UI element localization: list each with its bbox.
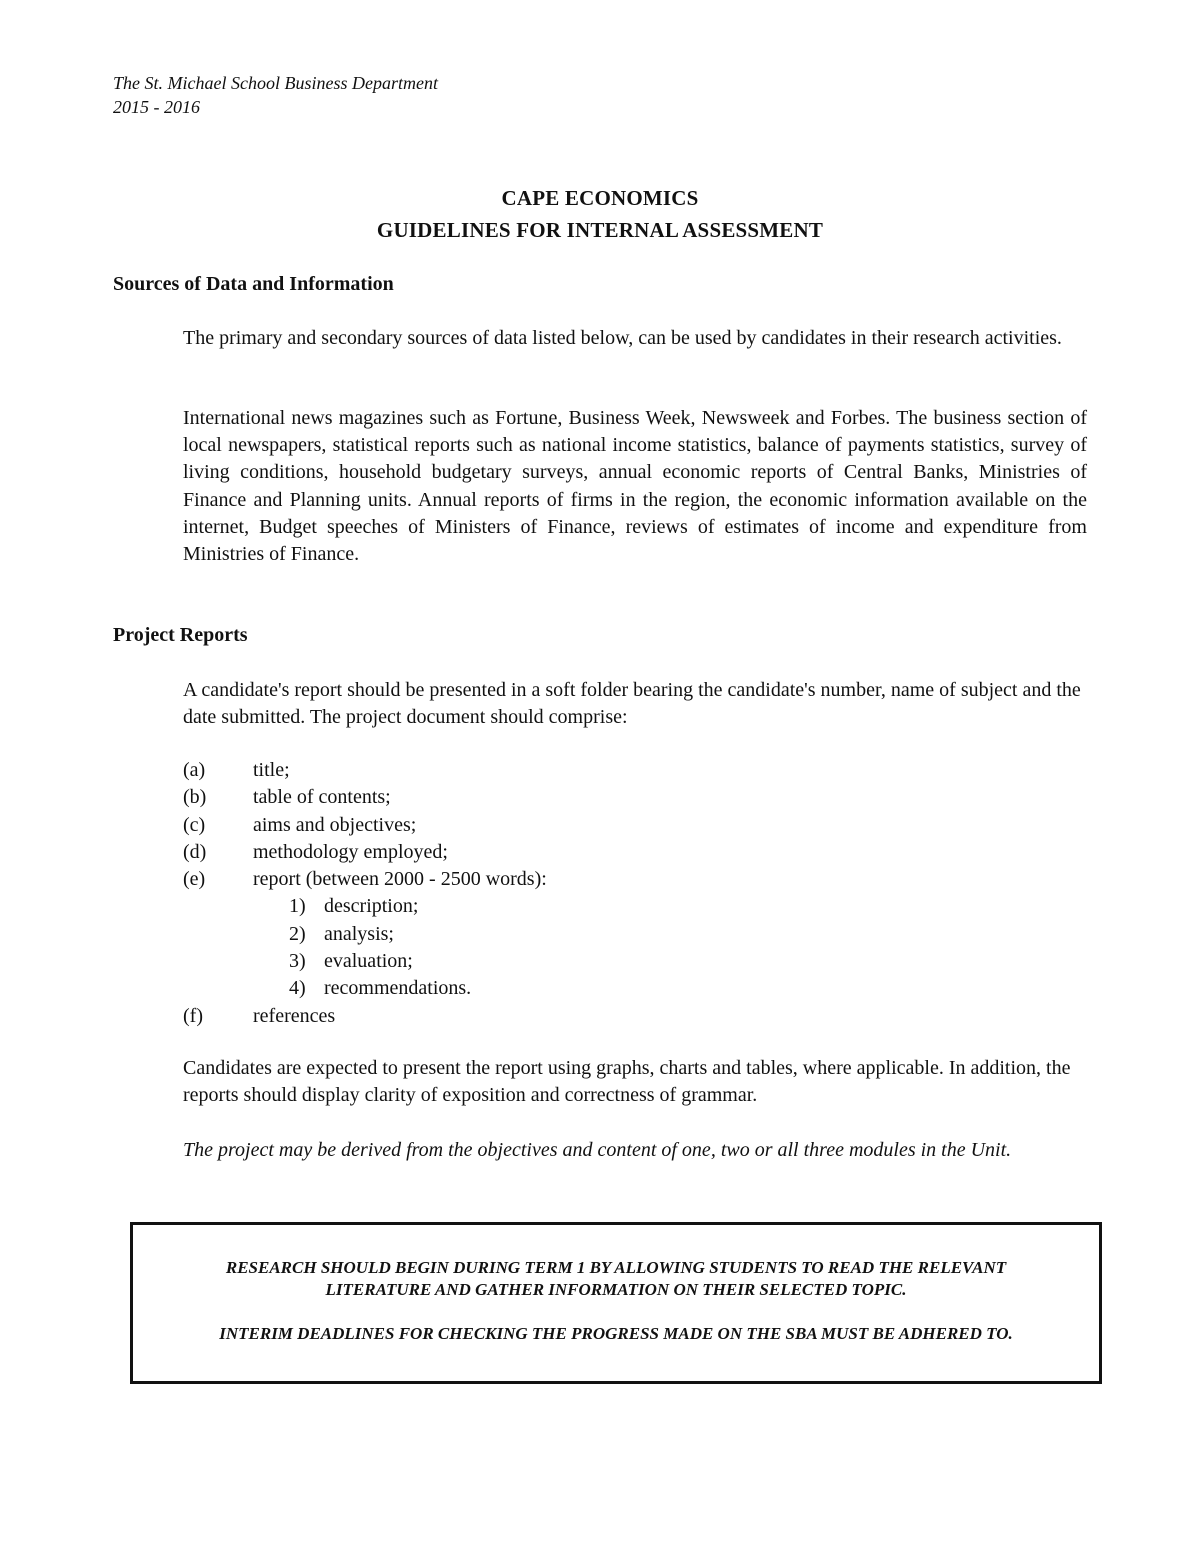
sources-intro: The primary and secondary sources of data listed below, can be used by candidates in their research activities.: [183, 327, 1062, 349]
notice-line-2: LITERATURE AND GATHER INFORMATION ON THEIR SELECTED TOPIC.: [325, 1280, 907, 1299]
list-marker: (d): [183, 840, 207, 863]
project-intro: A candidate's report should be presented in a soft folder bearing the candidate's number, name of subject and the date submitted. The project document should comprise:: [183, 679, 1081, 729]
sources-heading: Sources of Data and Information: [113, 273, 394, 295]
sub-list-text: analysis;: [324, 922, 394, 945]
list-marker: (c): [183, 813, 206, 836]
presentation-paragraph: Candidates are expected to present the report using graphs, charts and tables, where applicable. In addition, the reports should display clarity of exposition and correctness of grammar.: [183, 1057, 1071, 1107]
academic-year: 2015 - 2016: [113, 97, 200, 117]
list-text: references: [253, 1004, 336, 1027]
title-line-1: CAPE ECONOMICS: [501, 186, 699, 210]
list-marker: (b): [183, 786, 207, 809]
list-text: table of contents;: [253, 786, 391, 809]
sub-list-number: 2): [289, 922, 306, 945]
sources-body: International news magazines such as Fortune, Business Week, Newsweek and Forbes. The business section of local newspapers, statistical reports such as national income statistics, balance of payments statistics, survey of living conditions, household budgetary surveys, annual economic reports of Central Banks, Ministries of Finance and Planning units. Annual reports of firms in the region, the economic information available on the internet, Budget speeches of Ministers of Finance, reviews of estimates of income and expenditure from Ministries of Finance.: [183, 407, 1087, 566]
document-title: [0, 182, 1200, 246]
sub-list-number: 1): [289, 895, 306, 918]
list-text: aims and objectives;: [253, 813, 417, 836]
list-marker: (e): [183, 868, 206, 891]
notice-line-3: INTERIM DEADLINES FOR CHECKING THE PROGRESS MADE ON THE SBA MUST BE ADHERED TO.: [219, 1324, 1013, 1343]
list-marker: (a): [183, 759, 206, 781]
sub-list-text: description;: [324, 895, 419, 918]
project-note: The project may be derived from the objectives and content of one, two or all three modules in the Unit.: [183, 1139, 1012, 1161]
title-line-2: GUIDELINES FOR INTERNAL ASSESSMENT: [376, 218, 824, 242]
list-marker: (f): [183, 1004, 203, 1027]
project-heading: Project Reports: [113, 624, 248, 646]
sub-list-number: 4): [289, 977, 306, 1000]
sub-list-text: evaluation;: [324, 950, 413, 973]
notice-box: [130, 1222, 1102, 1384]
document-header: [113, 71, 438, 119]
sub-list-text: recommendations.: [324, 977, 472, 1000]
department-name: The St. Michael School Business Department: [113, 73, 438, 93]
list-text: methodology employed;: [253, 840, 448, 863]
sub-list-number: 3): [289, 950, 306, 973]
list-text: title;: [253, 759, 290, 781]
list-text: report (between 2000 - 2500 words):: [253, 868, 547, 891]
notice-line-1: RESEARCH SHOULD BEGIN DURING TERM 1 BY ALLOWING STUDENTS TO READ THE RELEVANT: [225, 1258, 1007, 1277]
